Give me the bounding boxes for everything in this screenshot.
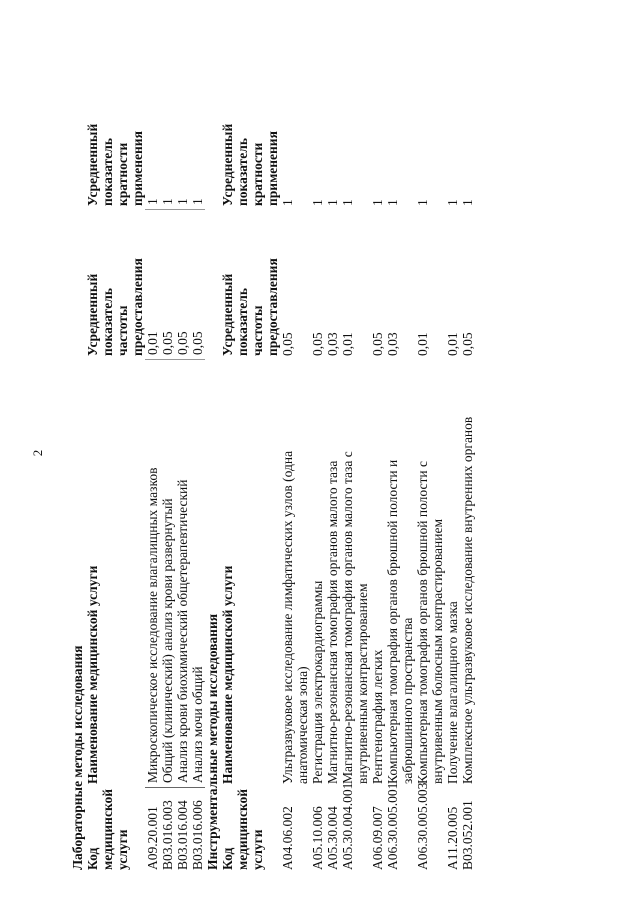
row-code: A06.09.007: [370, 806, 385, 870]
table-header-instrumental: [220, 60, 280, 870]
row-code: A05.30.004: [325, 806, 340, 870]
row-frequency: 0,05: [190, 210, 205, 360]
row-multiplicity: 1: [310, 199, 325, 206]
row-multiplicity: 1: [160, 60, 175, 210]
row-code: B03.016.006: [190, 800, 205, 870]
row-multiplicity: 1: [460, 199, 475, 206]
row-multiplicity: 1: [175, 60, 190, 210]
row-code: A09.20.001: [145, 806, 160, 870]
row-name: Микроскопическое исследование влагалищных мазков: [145, 360, 160, 788]
row-frequency: 0,01: [415, 332, 430, 356]
row-code: A11.20.005: [445, 806, 460, 870]
row-frequency: 0,05: [175, 210, 190, 360]
row-name: Общий (клинический) анализ крови развернутый: [160, 360, 175, 788]
header-code: Код медицинской услуги: [220, 788, 265, 870]
document-body: [70, 60, 475, 870]
row-multiplicity: 1: [280, 199, 295, 206]
header-code: Код медицинской услуги: [85, 788, 130, 870]
row-code: B03.016.003: [160, 800, 175, 870]
row-name: Анализ мочи общий: [190, 360, 205, 788]
row-frequency: 0,05: [160, 210, 175, 360]
row-name: Получение влагалищного мазка: [445, 601, 460, 784]
row-name: Комплексное ультразвуковое исследование внутренних органов: [460, 416, 475, 784]
row-code: A06.30.005.003: [415, 782, 430, 870]
table-row: [340, 60, 370, 870]
table-row: [310, 60, 325, 870]
row-code: A06.30.005.001: [385, 782, 400, 870]
row-multiplicity: 1: [190, 60, 205, 210]
row-name: Регистрация электрокардиограммы: [310, 580, 325, 784]
table-row: [190, 60, 205, 870]
table-row: [445, 60, 460, 870]
row-name: Магнитно-резонансная томография органов малого таза: [325, 460, 340, 784]
table-row: [415, 60, 445, 870]
table-row: [145, 60, 160, 870]
header-frequency: Усредненный показатель частоты предоставления: [85, 258, 145, 356]
row-frequency: 0,01: [445, 332, 460, 356]
row-frequency: 0,05: [460, 332, 475, 356]
row-name: Анализ крови биохимический общетерапевтический: [175, 360, 190, 788]
row-code: A05.30.004.001: [340, 782, 355, 870]
table-header-laboratory: [85, 60, 145, 870]
table-row: [280, 60, 310, 870]
row-multiplicity: 1: [445, 199, 460, 206]
table-row: [460, 60, 475, 870]
row-code: B03.016.004: [175, 800, 190, 870]
row-name: Магнитно-резонансная томография органов малого таза с внутривенным контрастированием: [340, 451, 370, 784]
page-number: 2: [30, 449, 45, 457]
table-row: [175, 60, 190, 870]
table-row: [370, 60, 385, 870]
header-name: Наименование медицинской услуги: [85, 565, 100, 784]
header-multiplicity: Усредненный показатель кратности применения: [85, 123, 145, 206]
row-name: Ультразвуковое исследование лимфатических узлов (одна анатомическая зона): [280, 450, 310, 784]
header-frequency: Усредненный показатель частоты предоставления: [220, 258, 280, 356]
row-code: B03.052.001: [460, 800, 475, 870]
row-name: Рентгенография легких: [370, 649, 385, 784]
row-code: A04.06.002: [280, 806, 295, 870]
row-frequency: 0,01: [340, 332, 355, 356]
row-multiplicity: 1: [385, 199, 400, 206]
row-name: Компьютерная томография органов брюшной полости с внутривенным болюсным контрастированием: [415, 461, 445, 784]
row-multiplicity: 1: [370, 199, 385, 206]
row-frequency: 0,05: [280, 332, 295, 356]
row-code: A05.10.006: [310, 806, 325, 870]
table-row: [385, 60, 415, 870]
header-name: Наименование медицинской услуги: [220, 565, 235, 784]
table-row: [325, 60, 340, 870]
row-frequency: 0,05: [370, 332, 385, 356]
row-frequency: 0,05: [310, 332, 325, 356]
table-row: [160, 60, 175, 870]
header-multiplicity: Усредненный показатель кратности применения: [220, 123, 280, 206]
row-multiplicity: 1: [340, 199, 355, 206]
row-frequency: 0,03: [385, 332, 400, 356]
row-frequency: 0,03: [325, 332, 340, 356]
row-multiplicity: 1: [325, 199, 340, 206]
row-name: Компьютерная томография органов брюшной полости и забрюшинного пространства: [385, 459, 415, 784]
row-multiplicity: 1: [145, 60, 160, 210]
section-title-laboratory: Лабораторные методы исследования: [70, 645, 85, 870]
row-frequency: 0,01: [145, 210, 160, 360]
row-multiplicity: 1: [415, 199, 430, 206]
section-title-instrumental: Инструментальные методы исследования: [205, 613, 220, 870]
